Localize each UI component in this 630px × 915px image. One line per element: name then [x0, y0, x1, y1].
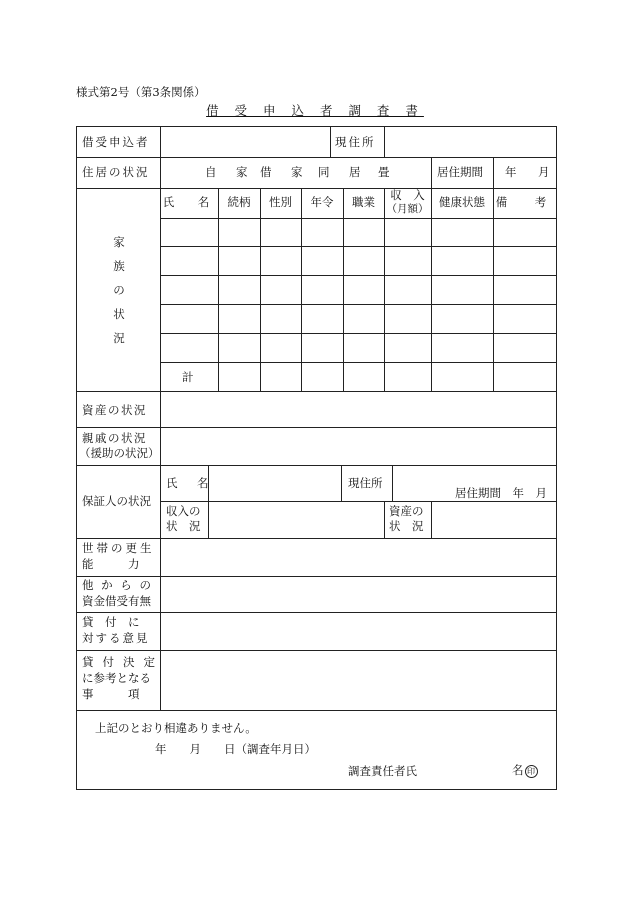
header-income: 収 入 [390, 188, 425, 202]
other-funds-label-2: 資金借受有無 [82, 594, 151, 608]
form-title: 借 受 申 込 者 調 査 書 [206, 103, 424, 118]
family-status-char: 状 [113, 307, 125, 321]
decision-field[interactable] [161, 651, 555, 709]
assets-field[interactable] [161, 392, 555, 426]
other-funds-label: 他 か ら の [82, 578, 153, 592]
relatives-label: 親戚の状況 [82, 431, 147, 445]
investigator-label: 調査責任者氏 [348, 764, 417, 778]
header-sex: 性別 [269, 195, 292, 209]
form-number: 様式第2号（第3条関係） [76, 85, 206, 99]
guarantor-name-label: 氏 名 [166, 476, 213, 490]
family-status-char: 況 [113, 331, 125, 345]
guarantor-address-label: 現住所 [348, 476, 383, 490]
residence-month-unit: 月 [538, 165, 550, 179]
relatives-support-label: （援助の状況） [79, 446, 160, 460]
header-income-monthly: （月額） [386, 203, 429, 215]
current-address-label: 現住所 [335, 135, 376, 149]
applicant-field[interactable] [161, 127, 329, 156]
investigator-signature: 名 印 [512, 764, 538, 778]
decision-label-3: 事 項 [82, 687, 140, 701]
survey-date: 年 月 日（調査年月日） [155, 742, 316, 756]
guarantor-assets-label-2: 状 況 [389, 519, 424, 533]
rehab-label: 世帯の更生 [82, 541, 155, 555]
header-relation: 続柄 [227, 195, 251, 209]
family-status-char: 家 [113, 235, 125, 249]
housing-status-label: 住居の状況 [82, 165, 150, 179]
family-status-char: の [113, 283, 125, 297]
guarantor-name-field[interactable] [209, 466, 340, 500]
relatives-field[interactable] [161, 428, 555, 464]
residence-period-label: 居住期間 [437, 165, 483, 179]
rehab-field[interactable] [161, 539, 555, 575]
header-health: 健康状態 [439, 195, 485, 209]
residence-year-unit: 年 [505, 165, 517, 179]
opinion-field[interactable] [161, 613, 555, 649]
opinion-label: 貸 付 に [82, 615, 140, 629]
guarantor-period-label: 居住期間 年 月 [455, 486, 547, 500]
guarantor-assets-label: 資産の [389, 504, 424, 518]
guarantor-income-label: 収入の [166, 504, 201, 518]
housing-option-own[interactable]: 自 家 [205, 165, 252, 179]
housing-option-cohabit[interactable]: 同 居 [318, 165, 365, 179]
assets-label: 資産の状況 [82, 403, 147, 417]
header-age: 年令 [310, 195, 334, 209]
applicant-label: 借受申込者 [82, 135, 150, 149]
seal-mark: 印 [525, 765, 538, 778]
housing-option-rent[interactable]: 借 家 [260, 165, 307, 179]
guarantor-income-label-2: 状 況 [166, 519, 201, 533]
decision-label-2: に参考となる [82, 671, 151, 685]
guarantor-assets-field[interactable] [432, 502, 555, 537]
header-job: 職業 [352, 195, 375, 209]
rehab-label-2: 能 力 [82, 557, 140, 571]
statement-text: 上記のとおり相違ありません。 [95, 721, 257, 735]
family-status-char: 族 [113, 259, 125, 273]
header-name: 氏 名 [162, 195, 216, 209]
decision-label: 貸付決定 [82, 655, 164, 669]
opinion-label-2: 対する意見 [82, 631, 150, 645]
current-address-field[interactable] [385, 127, 555, 156]
header-remarks: 備 考 [495, 195, 555, 209]
guarantor-income-field[interactable] [209, 502, 383, 537]
guarantor-label: 保証人の状況 [82, 494, 151, 508]
other-funds-field[interactable] [161, 577, 555, 611]
family-total-label: 計 [182, 370, 194, 384]
housing-tatami-unit: 畳 [378, 165, 390, 179]
